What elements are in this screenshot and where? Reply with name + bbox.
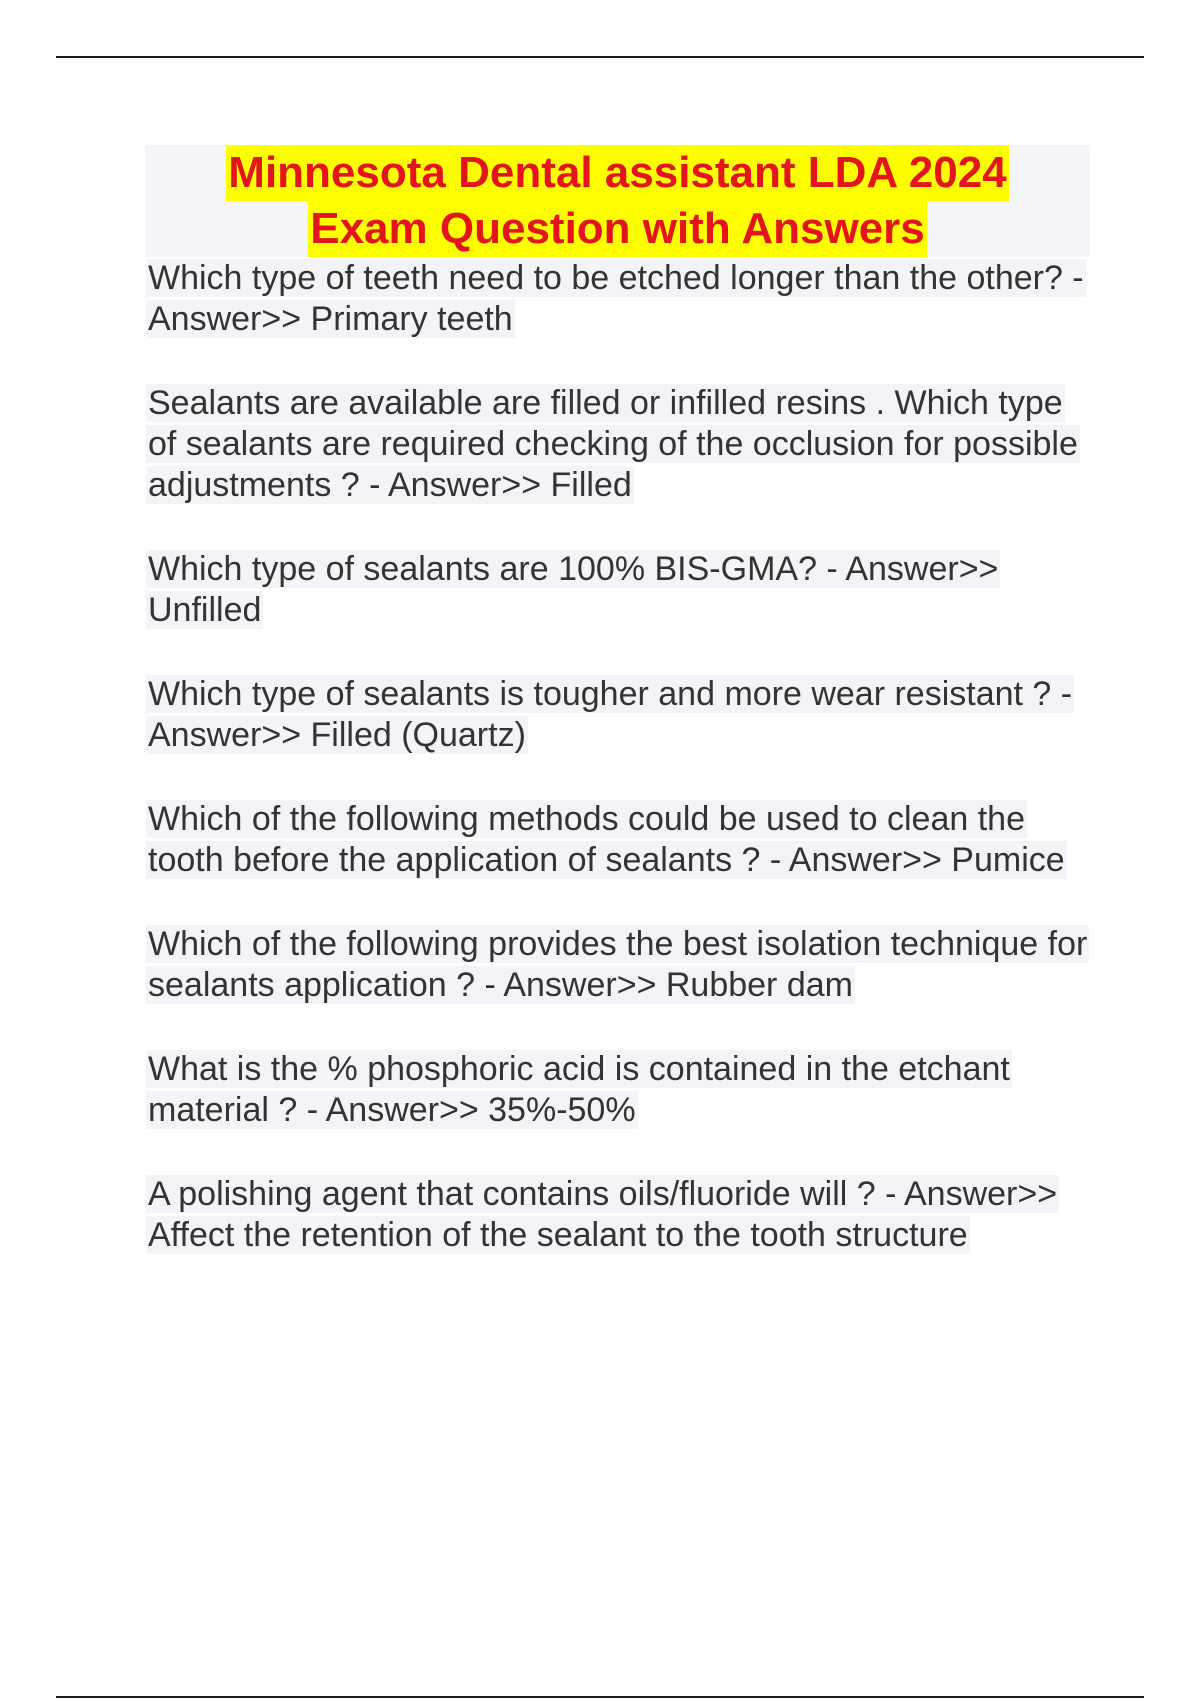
qa-text: Which type of teeth need to be etched longer than the other? - Answer>> Primary teeth [148, 259, 1084, 338]
title-line-2: Exam Question with Answers [308, 201, 927, 257]
document-title [145, 145, 1090, 257]
qa-item [146, 258, 1096, 340]
qa-text: Sealants are available are filled or infilled resins . Which type of sealants are required checking of the occlusion for possible adjustments ? - Answer>> Filled [148, 384, 1078, 504]
qa-text: Which of the following methods could be used to clean the tooth before the application of sealants ? - Answer>> Pumice [148, 800, 1065, 879]
qa-item [146, 924, 1096, 1006]
qa-item [146, 674, 1096, 756]
bottom-rule [56, 1696, 1144, 1698]
qa-item [146, 1174, 1096, 1256]
qa-item [146, 799, 1096, 881]
qa-text: Which type of sealants is tougher and more wear resistant ? - Answer>> Filled (Quartz) [148, 675, 1073, 754]
title-line-1: Minnesota Dental assistant LDA 2024 [226, 145, 1008, 201]
top-rule [56, 56, 1144, 58]
qa-text: Which of the following provides the best isolation technique for sealants application ? - Answer>> Rubber dam [148, 925, 1088, 1004]
qa-item [146, 383, 1096, 506]
qa-text: Which type of sealants are 100% BIS-GMA? - Answer>> Unfilled [148, 550, 999, 629]
qa-list [146, 258, 1096, 1299]
qa-item [146, 549, 1096, 631]
qa-text: A polishing agent that contains oils/fluoride will ? - Answer>> Affect the retention of the sealant to the tooth structure [148, 1175, 1058, 1254]
qa-item [146, 1049, 1096, 1131]
qa-text: What is the % phosphoric acid is contained in the etchant material ? - Answer>> 35%-50% [148, 1050, 1010, 1129]
